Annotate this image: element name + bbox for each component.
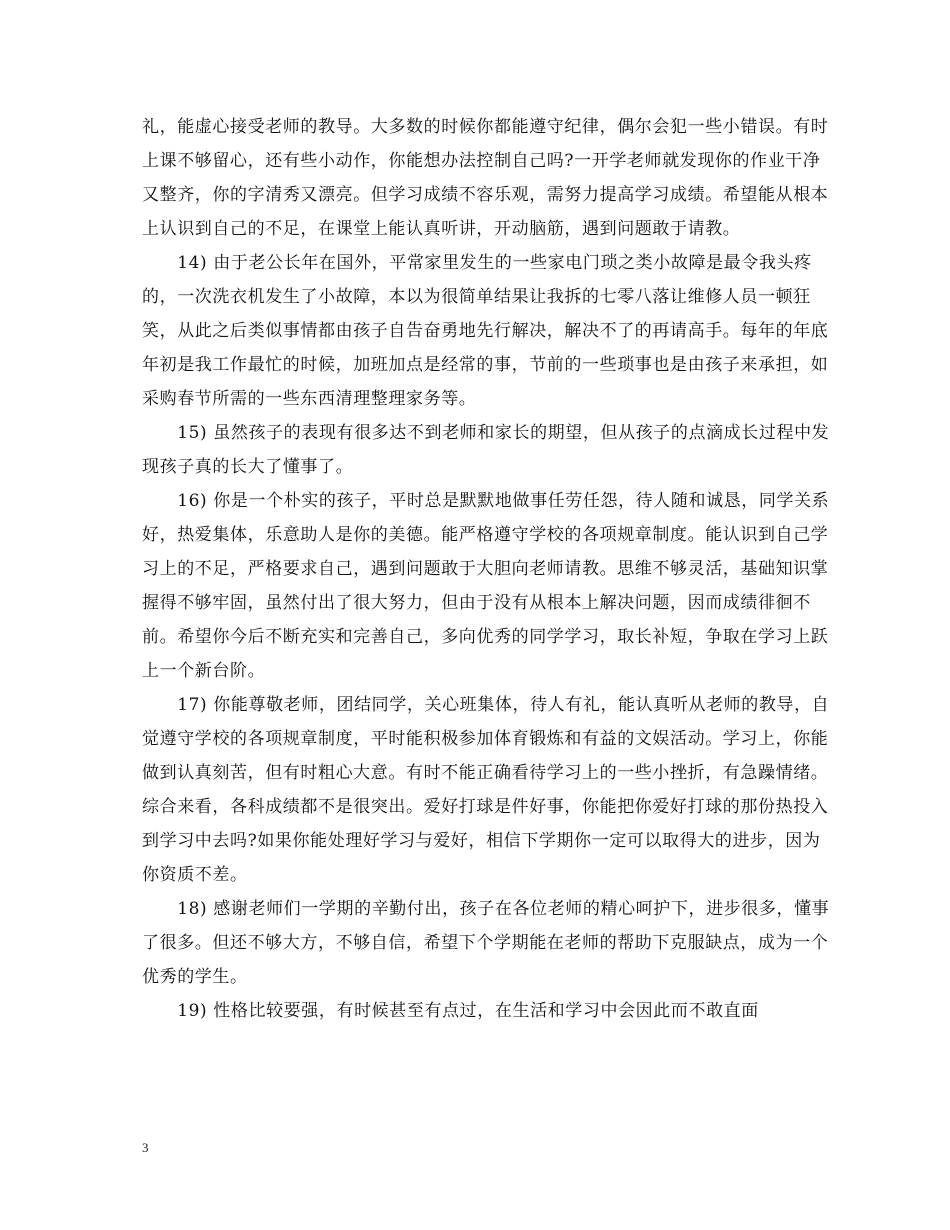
document-body xyxy=(142,110,830,1028)
page-number: 3 xyxy=(142,1140,149,1155)
paragraph-18: 18) 感谢老师们一学期的辛勤付出，孩子在各位老师的精心呵护下，进步很多，懂事了很多。但还不够大方，不够自信，希望下个学期能在老师的帮助下克服缺点，成为一个优秀的学生。 xyxy=(142,899,830,987)
paragraph-13-continued: 礼，能虚心接受老师的教导。大多数的时候你都能遵守纪律，偶尔会犯一些小错误。有时上课不够留心，还有些小动作，你能想办法控制自己吗?一开学老师就发现你的作业干净又整齐，你的字清秀又漂亮。但学习成绩不容乐观，需努力提高学习成绩。希望能从根本上认识到自己的不足，在课堂上能认真听讲，开动脑筋，遇到问题敢于请教。 xyxy=(142,117,829,239)
paragraph-19: 19) 性格比较要强，有时候甚至有点过，在生活和学习中会因此而不敢直面 xyxy=(142,1001,759,1021)
paragraph-14: 14) 由于老公长年在国外，平常家里发生的一些家电门琐之类小故障是最令我头疼的，一次洗衣机发生了小故障，本以为很简单结果让我拆的七零八落让维修人员一顿狂笑，从此之后类似事情都由孩子自告奋勇地先行解决，解决不了的再请高手。每年的年底年初是我工作最忙的时候，加班加点是经常的事，节前的一些琐事也是由孩子来承担，如采购春节所需的一些东西清理整理家务等。 xyxy=(142,253,829,409)
paragraph-15: 15) 虽然孩子的表现有很多达不到老师和家长的期望，但从孩子的点滴成长过程中发现孩子真的长大了懂事了。 xyxy=(142,423,830,477)
paragraph-17: 17) 你能尊敬老师，团结同学，关心班集体，待人有礼，能认真听从老师的教导，自觉遵守学校的各项规章制度，平时能积极参加体育锻炼和有益的文娱活动。学习上，你能做到认真刻苦，但有时粗心大意。有时不能正确看待学习上的一些小挫折，有急躁情绪。综合来看，各科成绩都不是很突出。爱好打球是件好事，你能把你爱好打球的那份热投入到学习中去吗?如果你能处理好学习与爱好，相信下学期你一定可以取得大的进步，因为你资质不差。 xyxy=(142,695,830,885)
paragraph-16: 16) 你是一个朴实的孩子，平时总是默默地做事任劳任怨，待人随和诚恳，同学关系好，热爱集体，乐意助人是你的美德。能严格遵守学校的各项规章制度。能认识到自己学习上的不足，严格要求自己，遇到问题敢于大胆向老师请教。思维不够灵活，基础知识掌握得不够牢固，虽然付出了很大努力，但由于没有从根本上解决问题，因而成绩徘徊不前。希望你今后不断充实和完善自己，多向优秀的同学学习，取长补短，争取在学习上跃上一个新台阶。 xyxy=(142,491,830,681)
